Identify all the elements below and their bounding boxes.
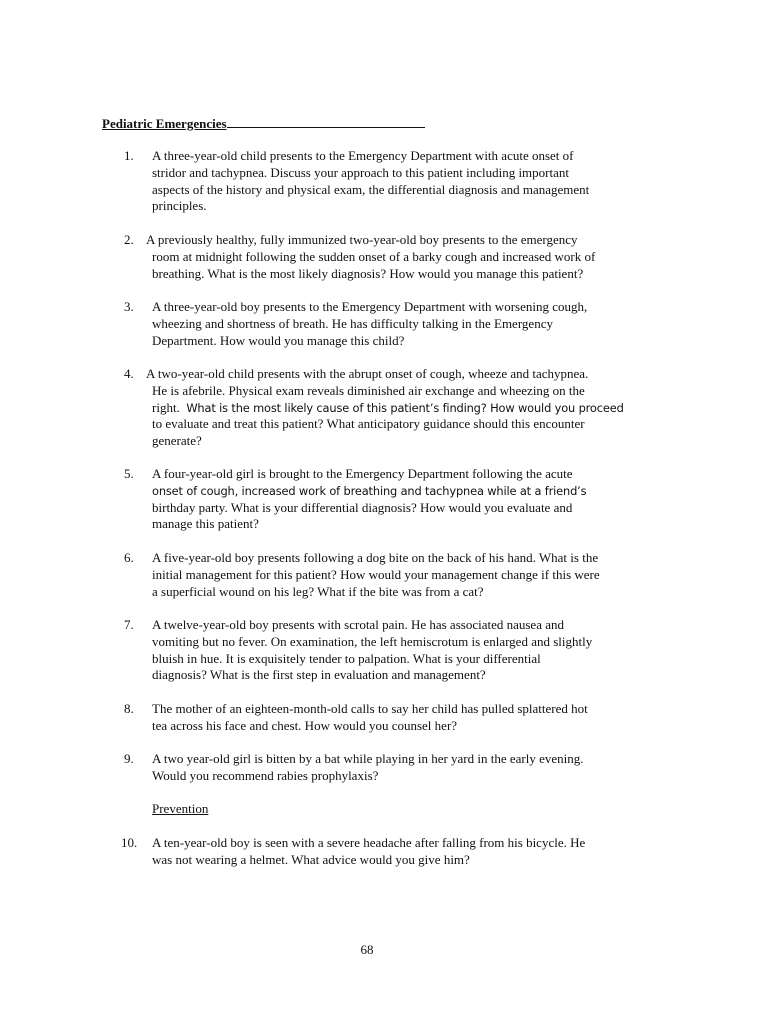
question-text — [152, 617, 632, 684]
question-line: A two year-old girl is bitten by a bat while playing in her yard in the early evening. — [152, 751, 584, 766]
question-line: aspects of the history and physical exam, the differential diagnosis and management — [152, 181, 590, 197]
question-line: A three-year-old child presents to the Emergency Department with acute onset of — [152, 148, 574, 163]
question-line: stridor and tachypnea. Discuss your approach to this patient including important — [152, 164, 569, 180]
question-line: to evaluate and treat this patient? What anticipatory guidance should this encounter — [152, 416, 585, 432]
question-line: principles. — [152, 198, 207, 214]
question-text — [152, 550, 632, 600]
question-number: 6. — [124, 550, 134, 565]
title-blank-line — [227, 115, 425, 128]
question-line: vomiting but no fever. On examination, the left hemiscrotum is enlarged and slightly — [152, 633, 593, 649]
question-text — [146, 232, 632, 282]
question-line-mixed — [152, 400, 632, 417]
question-line: right. — [152, 399, 180, 415]
question-text — [152, 148, 632, 215]
question-line: tea across his face and chest. How would you counsel her? — [152, 717, 458, 733]
question-line: A five-year-old boy presents following a dog bite on the back of his hand. What is the — [152, 550, 599, 565]
question-line: A four-year-old girl is brought to the Emergency Department following the acute — [152, 466, 573, 481]
question-line: diagnosis? What is the first step in evaluation and management? — [152, 667, 486, 683]
question-line: The mother of an eighteen-month-old calls to say her child has pulled splattered hot — [152, 701, 588, 716]
question-text — [152, 835, 632, 869]
question-text — [152, 751, 632, 785]
question-line: room at midnight following the sudden onset of a barky cough and increased work of — [152, 248, 596, 264]
question-line: generate? — [152, 433, 202, 449]
section-heading-prevention: Prevention — [152, 801, 209, 816]
question-text — [152, 299, 632, 349]
question-line: initial management for this patient? How would your management change if this were — [152, 566, 600, 582]
question-line: onset of cough, increased work of breathing and tachypnea while at a friend’s — [152, 483, 587, 498]
page-number: 68 — [360, 942, 374, 957]
question-line: Would you recommend rabies prophylaxis? — [152, 767, 379, 783]
question-number: 9. — [124, 751, 134, 766]
question-line: What is the most likely cause of this patient’s finding? How would you proceed — [186, 400, 624, 415]
question-line: A twelve-year-old boy presents with scrotal pain. He has associated nausea and — [152, 617, 564, 632]
question-number: 8. — [124, 701, 134, 716]
question-line: A ten-year-old boy is seen with a severe headache after falling from his bicycle. He — [152, 835, 586, 850]
question-number: 5. — [124, 466, 134, 481]
question-line: birthday party. What is your differential diagnosis? How would you evaluate and — [152, 499, 573, 515]
question-number: 3. — [124, 299, 134, 314]
question-line: Department. How would you manage this child? — [152, 332, 405, 348]
question-line: bluish in hue. It is exquisitely tender to palpation. What is your differential — [152, 650, 541, 666]
question-text — [146, 366, 632, 450]
question-line: breathing. What is the most likely diagnosis? How would you manage this patient? — [152, 265, 584, 281]
question-line: was not wearing a helmet. What advice would you give him? — [152, 851, 470, 867]
question-line: wheezing and shortness of breath. He has difficulty talking in the Emergency — [152, 315, 553, 331]
question-line: manage this patient? — [152, 516, 259, 532]
question-line: A two-year-old child presents with the abrupt onset of cough, wheeze and tachypnea. — [146, 366, 589, 381]
question-line: He is afebrile. Physical exam reveals diminished air exchange and wheezing on the — [152, 382, 585, 398]
question-number: 2. — [124, 232, 134, 247]
question-text — [152, 701, 632, 735]
question-line: a superficial wound on his leg? What if the bite was from a cat? — [152, 583, 484, 599]
title-text: Pediatric Emergencies — [102, 116, 227, 131]
question-number: 4. — [124, 366, 134, 381]
question-number: 7. — [124, 617, 134, 632]
question-line: A three-year-old boy presents to the Emergency Department with worsening cough, — [152, 299, 588, 314]
question-number: 10. — [121, 835, 138, 850]
question-text — [152, 466, 632, 533]
question-number: 1. — [124, 148, 134, 163]
page-title — [102, 115, 425, 132]
question-line: A previously healthy, fully immunized two-year-old boy presents to the emergency — [146, 232, 578, 247]
